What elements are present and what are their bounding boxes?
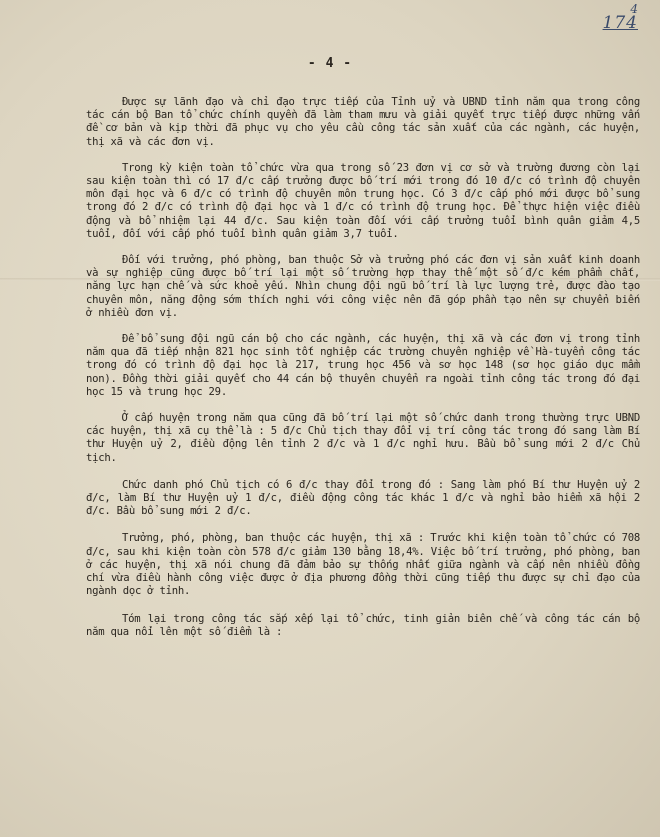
paragraph: Trong kỳ kiện toàn tổ chức vừa qua trong số 23 đơn vị cơ sở và trường đương còn lại sau kiện toàn thì có 17 đ/c cấp trưởng được bố trí mới trong đó 10 đ/c có trình độ chuyên môn đại học và 6 đ/c có trình độ chuyên môn trung học. Có 3 đ/c cấp phó mới được bổ sung trong đó 2 đ/c có trình độ đại học và 1 đ/c có trình độ trung học. Để thực hiện việc điều động và bổ nhiệm lại 44 đ/c. Sau kiện toàn đối với cấp trưởng tuổi bình quân giảm 4,5 tuổi, đối với cấp phó tuổi bình quân giảm 3,7 tuổi.: [86, 161, 640, 240]
document-body: [86, 96, 640, 652]
paragraph: Ở cấp huyện trong năm qua cũng đã bố trí lại một số chức danh trong thường trực UBND các huyện, thị xã cụ thể là : 5 đ/c Chủ tịch thay đổi vị trí công tác trong đó sang làm Bí thư Huyện uỷ 2, điều động lên tỉnh 2 đ/c và 1 đ/c nghỉ hưu. Bầu bổ sung mới 2 đ/c Chủ tịch.: [86, 412, 640, 464]
paragraph: Chức danh phó Chủ tịch có 6 đ/c thay đổi trong đó : Sang làm phó Bí thư Huyện uỷ 2 đ/c, làm Bí thư Huyện uỷ 1 đ/c, điều động công tác khác 1 đ/c và nghỉ bảo hiểm xã hội 2 đ/c. Bầu bổ sung mới 2 đ/c.: [86, 478, 640, 518]
page-number: - 4 -: [307, 56, 353, 71]
paragraph: Trưởng, phó, phòng, ban thuộc các huyện, thị xã : Trước khi kiện toàn tổ chức có 708 đ/c, sau khi kiện toàn còn 578 đ/c giảm 130 bằng 18,4%. Việc bố trí trưởng, phó phòng, ban ở các huyện, thị xã nói chung đã đảm bảo sự thống nhất giữa ngành và cấp nên nhiều đồng chí vừa điều hành công việc được ở địa phương đồng thời cũng tiếp thu được sự chỉ đạo của ngành dọc ở tỉnh.: [86, 532, 640, 598]
paragraph: Tóm lại trong công tác sắp xếp lại tổ chức, tinh giản biên chế và công tác cán bộ năm qua nổi lên một số điểm là :: [86, 612, 640, 638]
paragraph: Đối với trưởng, phó phòng, ban thuộc Sở và trưởng phó các đơn vị sản xuất kinh doanh và sự nghiệp cũng được bố trí lại một số trường hợp thay thế một số đ/c kém phẩm chất, năng lực hạn chế và sức khoẻ yếu. Nhìn chung đội ngũ bố trí là lực lượng trẻ, được đào tạo chuyên môn, năng động sớm thích nghi với công việc nên đã góp phần tạo nên sự chuyển biến ở nhiều đơn vị.: [86, 254, 640, 319]
archive-mark-top: 4: [630, 2, 638, 16]
paragraph: Được sự lãnh đạo và chỉ đạo trực tiếp của Tỉnh uỷ và UBND tỉnh năm qua trong công tác cán bộ Ban tổ chức chính quyền đã làm tham mưu và giải quyết trực tiếp được những vấn đề cơ bản và kịp thời đã phục vụ cho yêu cầu công tác sản xuất của các ngành, các huyện, thị xã và các đơn vị.: [86, 96, 640, 148]
paragraph: Để bổ sung đội ngũ cán bộ cho các ngành, các huyện, thị xã và các đơn vị trong tỉnh năm qua đã tiếp nhận 821 học sinh tốt nghiệp các trường chuyên nghiệp về Hà-tuyển công tác trong đó có trình độ đại học là 217, trung học 456 và sơ học 148 (sơ học giáo dục mầm non). Đồng thời giải quyết cho 44 cán bộ thuyên chuyển ra ngoài tỉnh công tác trong đó đại học 15 và trung học 29.: [86, 333, 640, 398]
archive-mark: [602, 2, 638, 33]
archive-mark-number: 174: [602, 13, 638, 33]
